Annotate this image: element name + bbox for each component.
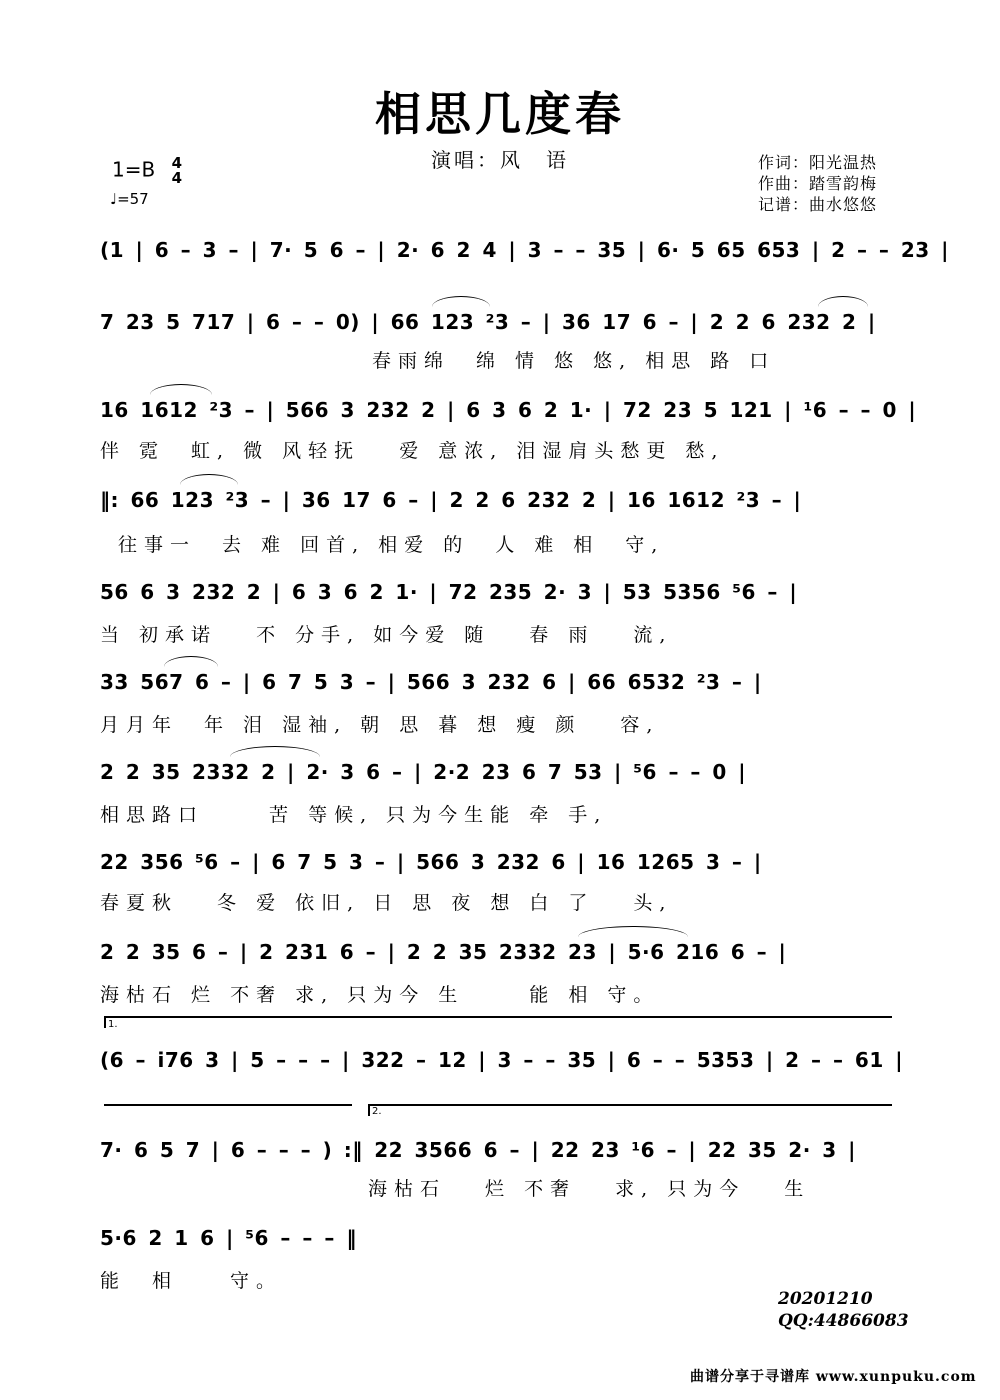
notes-line-2: 7 23 5 717 | 6 – – 0) | 66 123 ²3 – | 36 17 6 – | 2 2 6 232 2 | (100, 310, 876, 334)
notes-line-6: 33 567 6 – | 6 7 5 3 – | 566 3 232 6 | 66 6532 ²3 – | (100, 670, 762, 694)
lyrics-line-6: 月月年 年 泪 湿袖, 朝 思 暮 想 瘦 颜 容, (100, 714, 660, 736)
transcriber: 记谱：曲水悠悠 (758, 195, 878, 214)
credits (758, 152, 877, 215)
volta-2-line (368, 1104, 892, 1106)
volta-1-line (104, 1016, 892, 1018)
slur-arc (150, 384, 212, 395)
time-signature-top: 4 (171, 154, 182, 172)
volta-1-continue-line (104, 1104, 352, 1106)
volta-1-label: 1. (108, 1019, 118, 1030)
lyrics-line-8: 春夏秋 冬 爱 依旧, 日 思 夜 想 白 了 头, (100, 892, 673, 914)
lyrics-line-9: 海枯石 烂 不奢 求, 只为今 生 能 相 守。 (100, 984, 660, 1006)
slur-arc (164, 656, 218, 667)
notes-line-1: (1 | 6 – 3 – | 7· 5 6 – | 2· 6 2 4 | 3 – – 35 | 6· 5 65 653 | 2 – – 23 | (100, 238, 949, 262)
volta-2-hook (368, 1104, 370, 1116)
lyrics-line-5: 当 初承诺 不 分手, 如今爱 随 春 雨 流, (100, 624, 673, 646)
notes-line-11: 7· 6 5 7 | 6 – – – ) :‖ 22 3566 6 – | 22 23 ¹6 – | 22 35 2· 3 | (100, 1138, 856, 1162)
notes-line-5: 56 6 3 232 2 | 6 3 6 2 1· | 72 235 2· 3 | 53 5356 ⁵6 – | (100, 580, 798, 604)
notes-line-10: (6 – i76 3 | 5 – – – | 322 – 12 | 3 – – 35 | 6 – – 5353 | 2 – – 61 | (100, 1048, 904, 1072)
slur-arc (180, 474, 238, 485)
qq-number: QQ:44866083 (778, 1311, 909, 1331)
notes-line-8: 22 356 ⁵6 – | 6 7 5 3 – | 566 3 232 6 | 16 1265 3 – | (100, 850, 762, 874)
notes-line-12: 5·6 2 1 6 | ⁵6 – – – ‖ (100, 1226, 357, 1250)
lyrics-line-12: 能 相 守。 (100, 1270, 283, 1292)
volta-1-hook (104, 1016, 106, 1028)
slur-arc (230, 746, 320, 757)
song-title: 相思几度春 (375, 87, 625, 141)
composer: 作曲：踏雪韵梅 (758, 174, 878, 193)
notes-line-3: 16 1612 ²3 – | 566 3 232 2 | 6 3 6 2 1· | 72 23 5 121 | ¹6 – – 0 | (100, 398, 917, 422)
tempo-marking: ♩=57 (110, 190, 149, 208)
notes-line-9: 2 2 35 6 – | 2 231 6 – | 2 2 35 2332 23 | 5·6 216 6 – | (100, 940, 787, 964)
key-signature (112, 156, 182, 186)
slur-arc (432, 296, 490, 307)
time-signature (172, 156, 182, 186)
footer-source[interactable]: 曲谱分享于寻谱库 www.xunpuku.com (690, 1369, 977, 1385)
singer: 演唱：风 语 (431, 148, 569, 172)
slur-arc (578, 926, 688, 937)
lyrics-line-2: 春雨绵 绵 情 悠 悠, 相思 路 口 (372, 350, 776, 372)
notes-line-4: ‖: 66 123 ²3 – | 36 17 6 – | 2 2 6 232 2 | 16 1612 ²3 – | (100, 488, 802, 512)
notes-line-7: 2 2 35 2332 2 | 2· 3 6 – | 2·2 23 6 7 53 | ⁵6 – – 0 | (100, 760, 747, 784)
slur-arc (818, 296, 868, 307)
volta-2-label: 2. (372, 1106, 382, 1117)
lyrics-line-11: 海枯石 烂 不奢 求, 只为今 生 (368, 1178, 811, 1200)
transcription-info (778, 1288, 909, 1332)
lyricist: 作词：阳光温热 (758, 153, 878, 172)
lyrics-line-7: 相思路口 苦 等候, 只为今生能 牵 手, (100, 804, 608, 826)
lyrics-line-3: 伴 霓 虹, 微 风轻抚 爱 意浓, 泪湿肩头愁更 愁, (100, 440, 725, 462)
key-label: 1=B (112, 157, 156, 182)
lyrics-line-4: 往事一 去 难 回首, 相爱 的 人 难 相 守, (118, 534, 665, 556)
time-signature-bottom: 4 (171, 169, 182, 187)
transcription-date: 20201210 (778, 1289, 873, 1309)
